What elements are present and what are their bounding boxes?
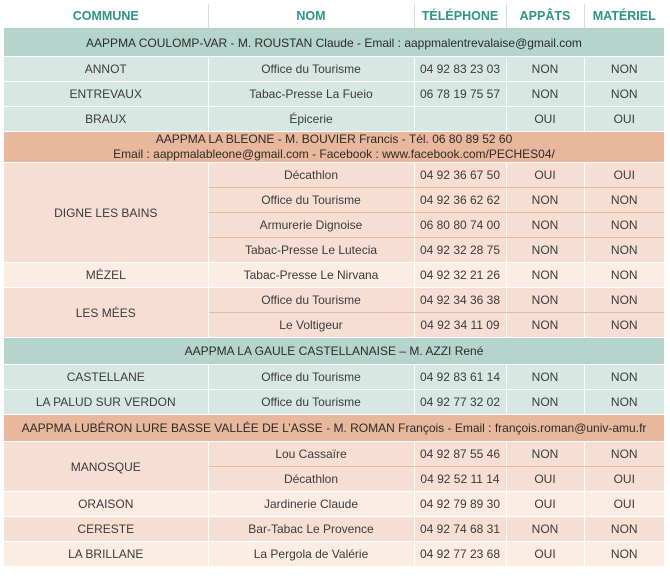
shops-table (4, 4, 664, 567)
nom-cell: Armurerie Dignoise (208, 213, 414, 238)
table-row (4, 163, 664, 188)
nom-cell: Épicerie (208, 107, 414, 132)
section-gaule-castellanaise (4, 338, 664, 415)
table-row (4, 492, 664, 517)
materiel-cell: NON (584, 542, 664, 567)
commune-cell: CERESTE (4, 517, 208, 542)
materiel-cell: NON (584, 313, 664, 338)
header-nom: NOM (208, 4, 414, 29)
commune-cell: LES MÉES (4, 288, 208, 338)
nom-cell: Tabac-Presse Le Lutecia (208, 238, 414, 263)
nom-cell: Office du Tourisme (208, 365, 414, 390)
appats-cell: OUI (506, 492, 584, 517)
commune-cell: BRAUX (4, 107, 208, 132)
table-row (4, 288, 664, 313)
materiel-cell: OUI (584, 163, 664, 188)
materiel-cell: NON (584, 82, 664, 107)
nom-cell: Décathlon (208, 467, 414, 492)
commune-cell: ANNOT (4, 57, 208, 82)
section-title: AAPPMA LUBÉRON LURE BASSE VALLÉE DE L’ASSE - M. ROMAN François - Email : françois.roman@univ-amu.fr (4, 415, 664, 442)
tel-cell: 06 78 19 75 57 (414, 82, 506, 107)
nom-cell: Le Voltigeur (208, 313, 414, 338)
section-title-line2: Email : aappmalableone@gmail.com - Facebook : www.facebook.com/PECHES04/ (113, 147, 555, 161)
tel-cell: 06 80 80 74 00 (414, 213, 506, 238)
tel-cell: 04 92 83 23 03 (414, 57, 506, 82)
materiel-cell: OUI (584, 107, 664, 132)
tel-cell: 04 92 32 21 26 (414, 263, 506, 288)
appats-cell: NON (506, 57, 584, 82)
nom-cell: Tabac-Presse Le Nirvana (208, 263, 414, 288)
nom-cell: Lou Cassaïre (208, 442, 414, 467)
appats-cell: OUI (506, 467, 584, 492)
commune-cell: ORAISON (4, 492, 208, 517)
header-materiel: MATÉRIEL (584, 4, 664, 29)
materiel-cell: NON (584, 517, 664, 542)
commune-cell: MANOSQUE (4, 442, 208, 492)
commune-cell: ENTREVAUX (4, 82, 208, 107)
nom-cell: Office du Tourisme (208, 57, 414, 82)
header-appats: APPÂTS (506, 4, 584, 29)
tel-cell (414, 107, 506, 132)
commune-cell: LA BRILLANE (4, 542, 208, 567)
materiel-cell: NON (584, 238, 664, 263)
tel-cell: 04 92 87 55 46 (414, 442, 506, 467)
nom-cell: Décathlon (208, 163, 414, 188)
table-row (4, 57, 664, 82)
section-title: AAPPMA LA GAULE CASTELLANAISE – M. AZZI René (4, 338, 664, 365)
nom-cell: Office du Tourisme (208, 288, 414, 313)
tel-cell: 04 92 34 11 09 (414, 313, 506, 338)
materiel-cell: NON (584, 288, 664, 313)
tel-cell: 04 92 36 67 50 (414, 163, 506, 188)
table-row (4, 365, 664, 390)
tel-cell: 04 92 74 68 31 (414, 517, 506, 542)
appats-cell: NON (506, 288, 584, 313)
materiel-cell: OUI (584, 492, 664, 517)
nom-cell: La Pergola de Valérie (208, 542, 414, 567)
appats-cell: NON (506, 313, 584, 338)
nom-cell: Jardinerie Claude (208, 492, 414, 517)
tel-cell: 04 92 32 28 75 (414, 238, 506, 263)
appats-cell: NON (506, 238, 584, 263)
section-title (4, 132, 664, 163)
table-row (4, 107, 664, 132)
appats-cell: NON (506, 442, 584, 467)
appats-cell: NON (506, 517, 584, 542)
appats-cell: OUI (506, 542, 584, 567)
materiel-cell: NON (584, 442, 664, 467)
materiel-cell: NON (584, 365, 664, 390)
appats-cell: NON (506, 213, 584, 238)
materiel-cell: OUI (584, 467, 664, 492)
table-row (4, 82, 664, 107)
nom-cell: Bar-Tabac Le Provence (208, 517, 414, 542)
table-row (4, 390, 664, 415)
tel-cell: 04 92 34 36 38 (414, 288, 506, 313)
section-luberon (4, 415, 664, 567)
table-row (4, 542, 664, 567)
nom-cell: Office du Tourisme (208, 390, 414, 415)
tel-cell: 04 92 77 23 68 (414, 542, 506, 567)
materiel-cell: NON (584, 57, 664, 82)
table-row (4, 442, 664, 467)
nom-cell: Office du Tourisme (208, 188, 414, 213)
tel-cell: 04 92 79 89 30 (414, 492, 506, 517)
materiel-cell: NON (584, 188, 664, 213)
header-telephone: TÉLÉPHONE (414, 4, 506, 29)
appats-cell: NON (506, 365, 584, 390)
materiel-cell: NON (584, 263, 664, 288)
tel-cell: 04 92 36 62 62 (414, 188, 506, 213)
tel-cell: 04 92 52 11 14 (414, 467, 506, 492)
header-row (4, 4, 664, 29)
appats-cell: NON (506, 390, 584, 415)
appats-cell: OUI (506, 107, 584, 132)
section-coulomp-var (4, 29, 664, 132)
materiel-cell: NON (584, 390, 664, 415)
tel-cell: 04 92 77 32 02 (414, 390, 506, 415)
table-row (4, 517, 664, 542)
nom-cell: Tabac-Presse La Fueio (208, 82, 414, 107)
materiel-cell: NON (584, 213, 664, 238)
table-row (4, 263, 664, 288)
commune-cell: DIGNE LES BAINS (4, 163, 208, 263)
commune-cell: MÉZEL (4, 263, 208, 288)
appats-cell: NON (506, 263, 584, 288)
appats-cell: NON (506, 188, 584, 213)
section-la-bleone (4, 132, 664, 338)
commune-cell: LA PALUD SUR VERDON (4, 390, 208, 415)
section-title: AAPPMA COULOMP-VAR - M. ROUSTAN Claude - Email : aappmalentrevalaise@gmail.com (4, 29, 664, 57)
appats-cell: OUI (506, 163, 584, 188)
commune-cell: CASTELLANE (4, 365, 208, 390)
appats-cell: NON (506, 82, 584, 107)
section-title-line1: AAPPMA LA BLEONE - M. BOUVIER Francis - Tél. 06 80 89 52 60 (155, 132, 513, 146)
tel-cell: 04 92 83 61 14 (414, 365, 506, 390)
header-commune: COMMUNE (4, 4, 208, 29)
